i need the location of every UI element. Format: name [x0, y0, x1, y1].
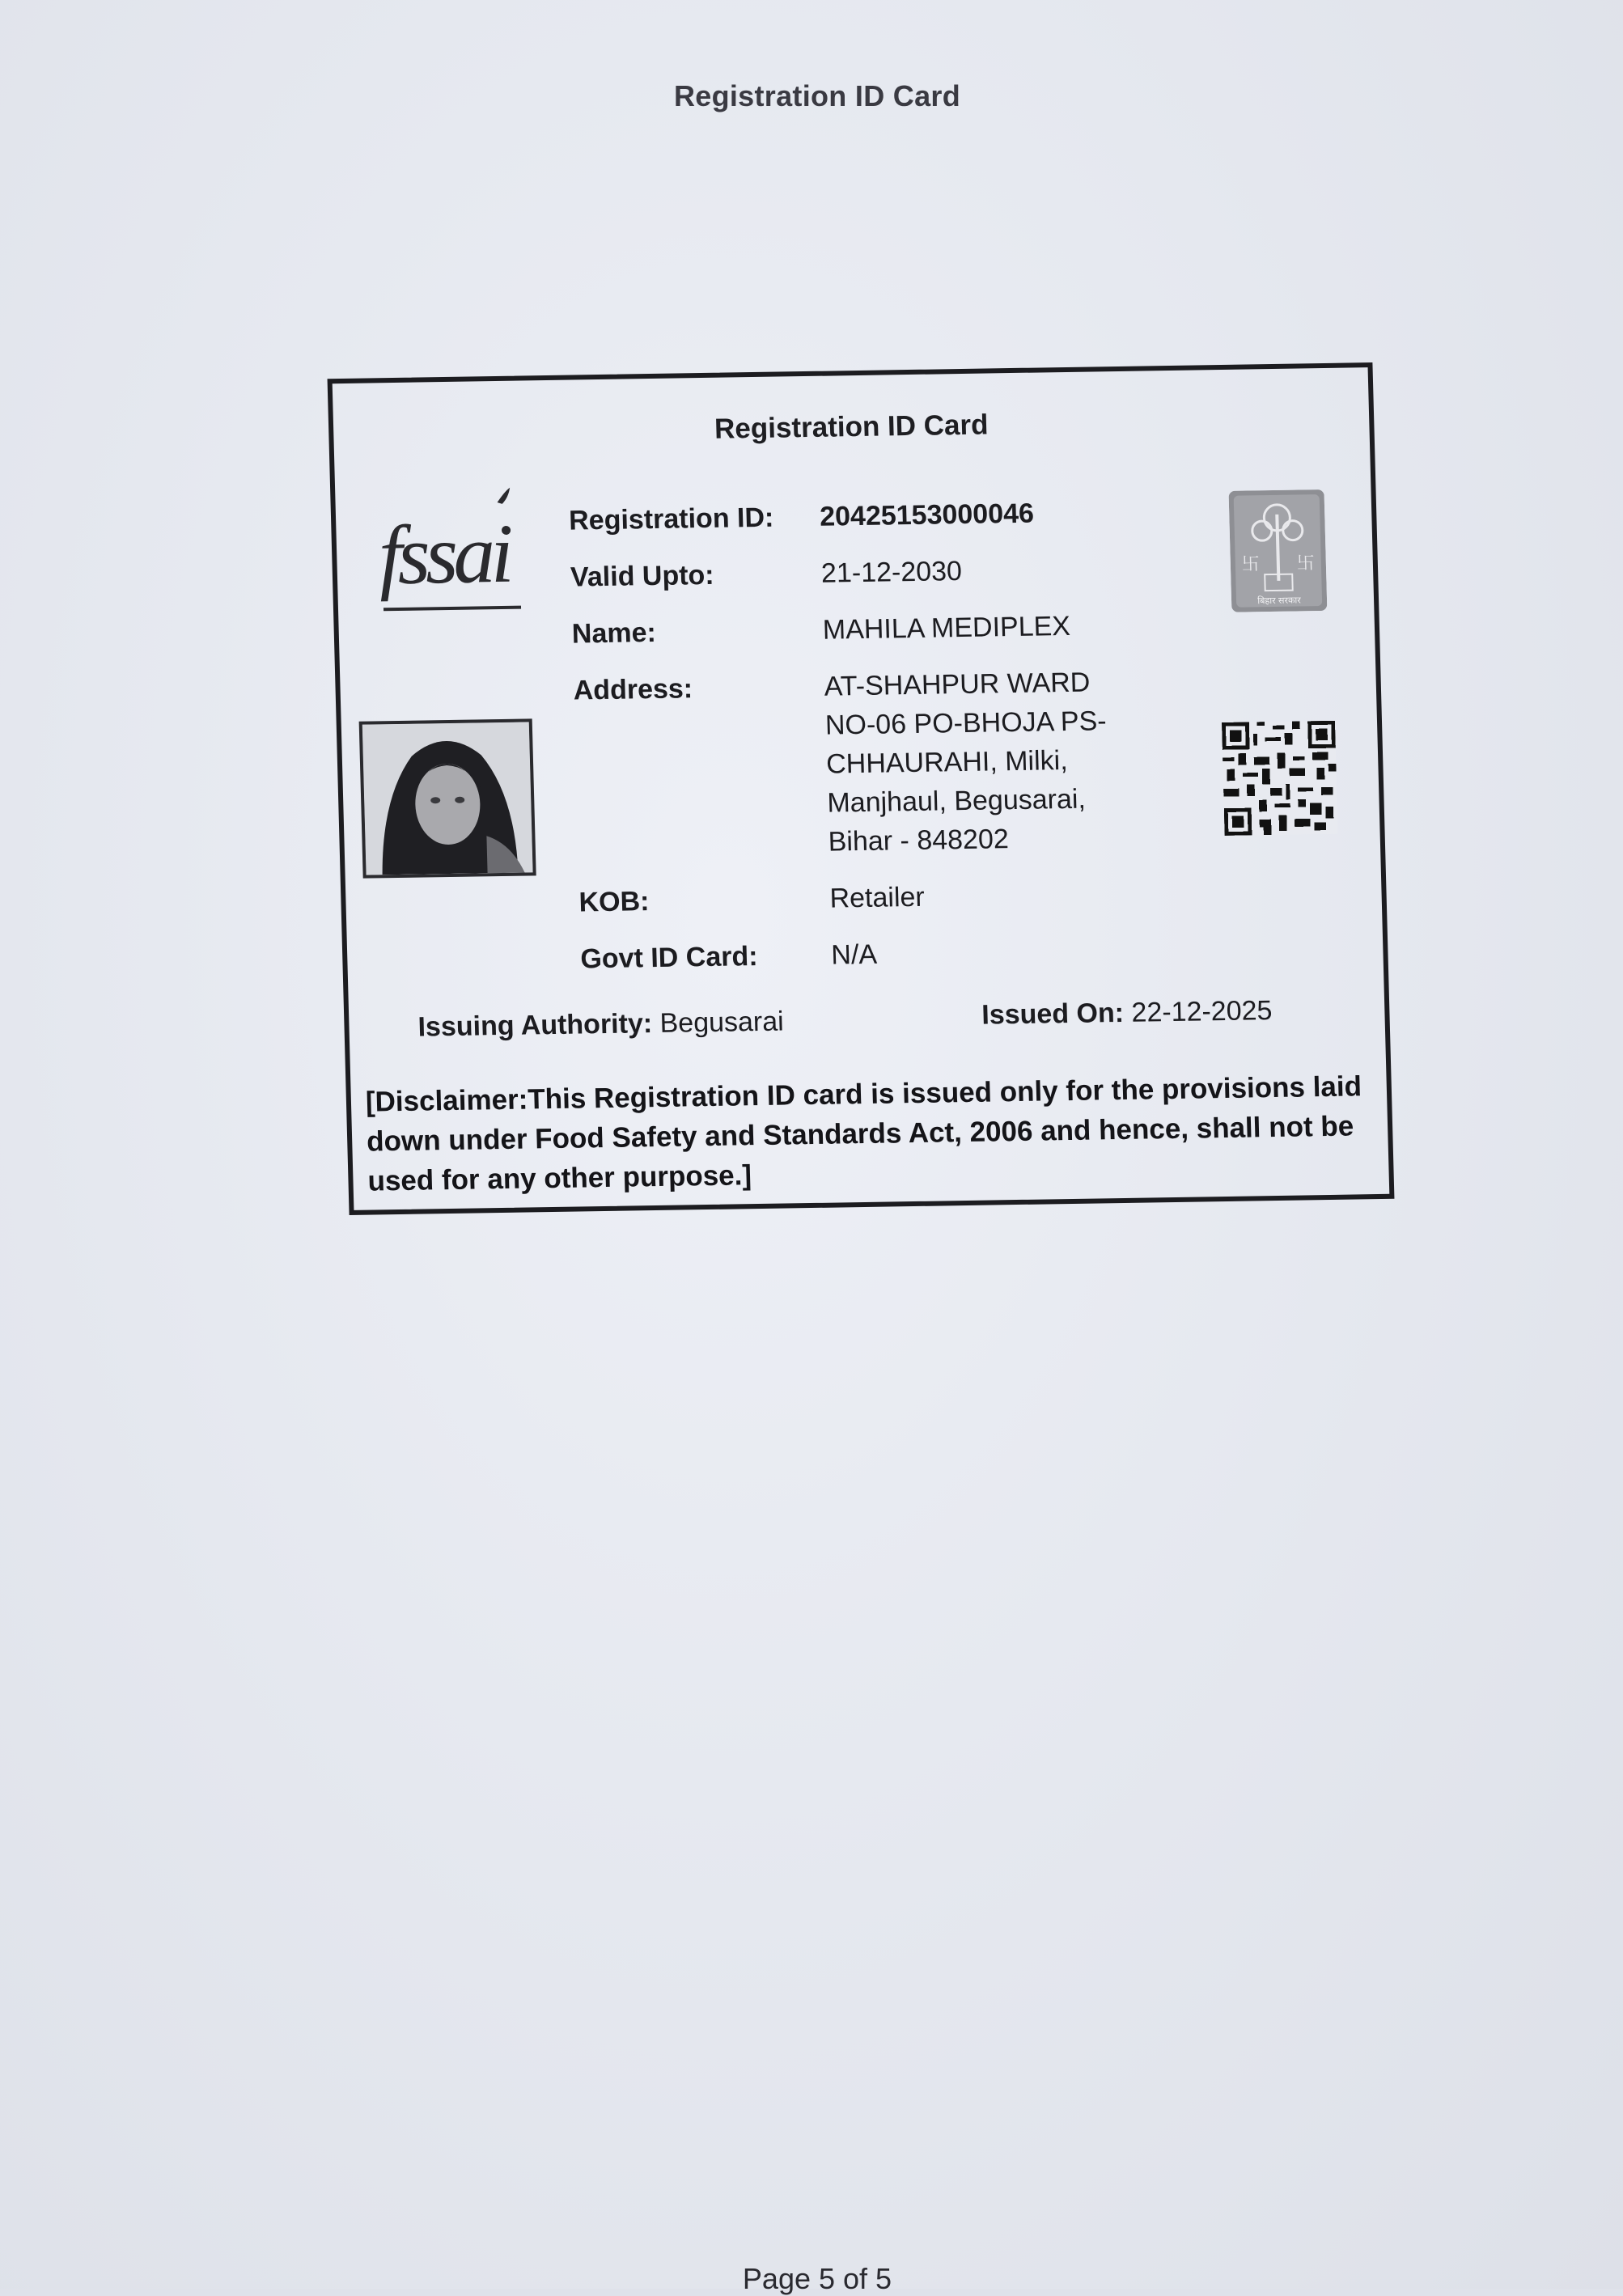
emblem-caption: बिहार सरकार [1257, 595, 1301, 607]
card-fields [569, 493, 1148, 997]
registration-id-row [569, 493, 1136, 540]
issuing-authority [417, 1006, 784, 1044]
card-title: Registration ID Card [714, 409, 989, 445]
govt-id-value: N/A [830, 938, 878, 971]
svg-text:fssai: fssai [377, 506, 511, 603]
bihar-government-emblem-icon [1228, 489, 1327, 612]
issued-on-label: Issued On: [981, 997, 1125, 1031]
name-row [571, 606, 1138, 654]
svg-text:卐: 卐 [1296, 553, 1316, 574]
registration-id-card [328, 362, 1395, 1215]
applicant-photo [359, 718, 536, 878]
valid-upto-value: 21-12-2030 [820, 556, 963, 589]
kob-row [578, 875, 1146, 922]
kob-value: Retailer [829, 881, 926, 914]
name-label: Name: [571, 616, 657, 650]
kob-label: KOB: [578, 886, 650, 918]
govt-id-row [580, 930, 1147, 978]
page-header: Registration ID Card [673, 79, 961, 112]
name-value: MAHILA MEDIPLEX [822, 610, 1071, 646]
valid-upto-row [570, 549, 1137, 597]
fssai-logo [375, 486, 525, 634]
address-row [573, 663, 1144, 866]
disclaimer-text: [Disclaimer:This Registration ID card is issued only for the provisions laid down under Food Safety and Standards Act, 2006 and hence, shall not be used for any other purpose.] [365, 1070, 1362, 1197]
svg-text:卐: 卐 [1241, 554, 1261, 575]
issued-on [981, 995, 1273, 1032]
valid-upto-label: Valid Upto: [570, 559, 715, 593]
issued-on-value: 22-12-2025 [1131, 995, 1273, 1028]
page-footer: Page 5 of 5 [742, 2262, 892, 2295]
qr-code-icon [1222, 721, 1338, 836]
issuing-authority-value: Begusarai [659, 1006, 785, 1039]
registration-id-label: Registration ID: [568, 502, 774, 536]
registration-id-value: 20425153000046 [819, 498, 1035, 532]
person-photo-icon [362, 722, 533, 875]
address-label: Address: [573, 673, 693, 706]
address-value: AT-SHAHPUR WARD NO-06 PO-BHOJA PS-CHHAURAHI, Milki, Manjhaul, Begusarai, Bihar - 848202 [824, 667, 1108, 858]
govt-id-label: Govt ID Card: [579, 941, 759, 975]
issuing-authority-label: Issuing Authority: [417, 1008, 653, 1043]
